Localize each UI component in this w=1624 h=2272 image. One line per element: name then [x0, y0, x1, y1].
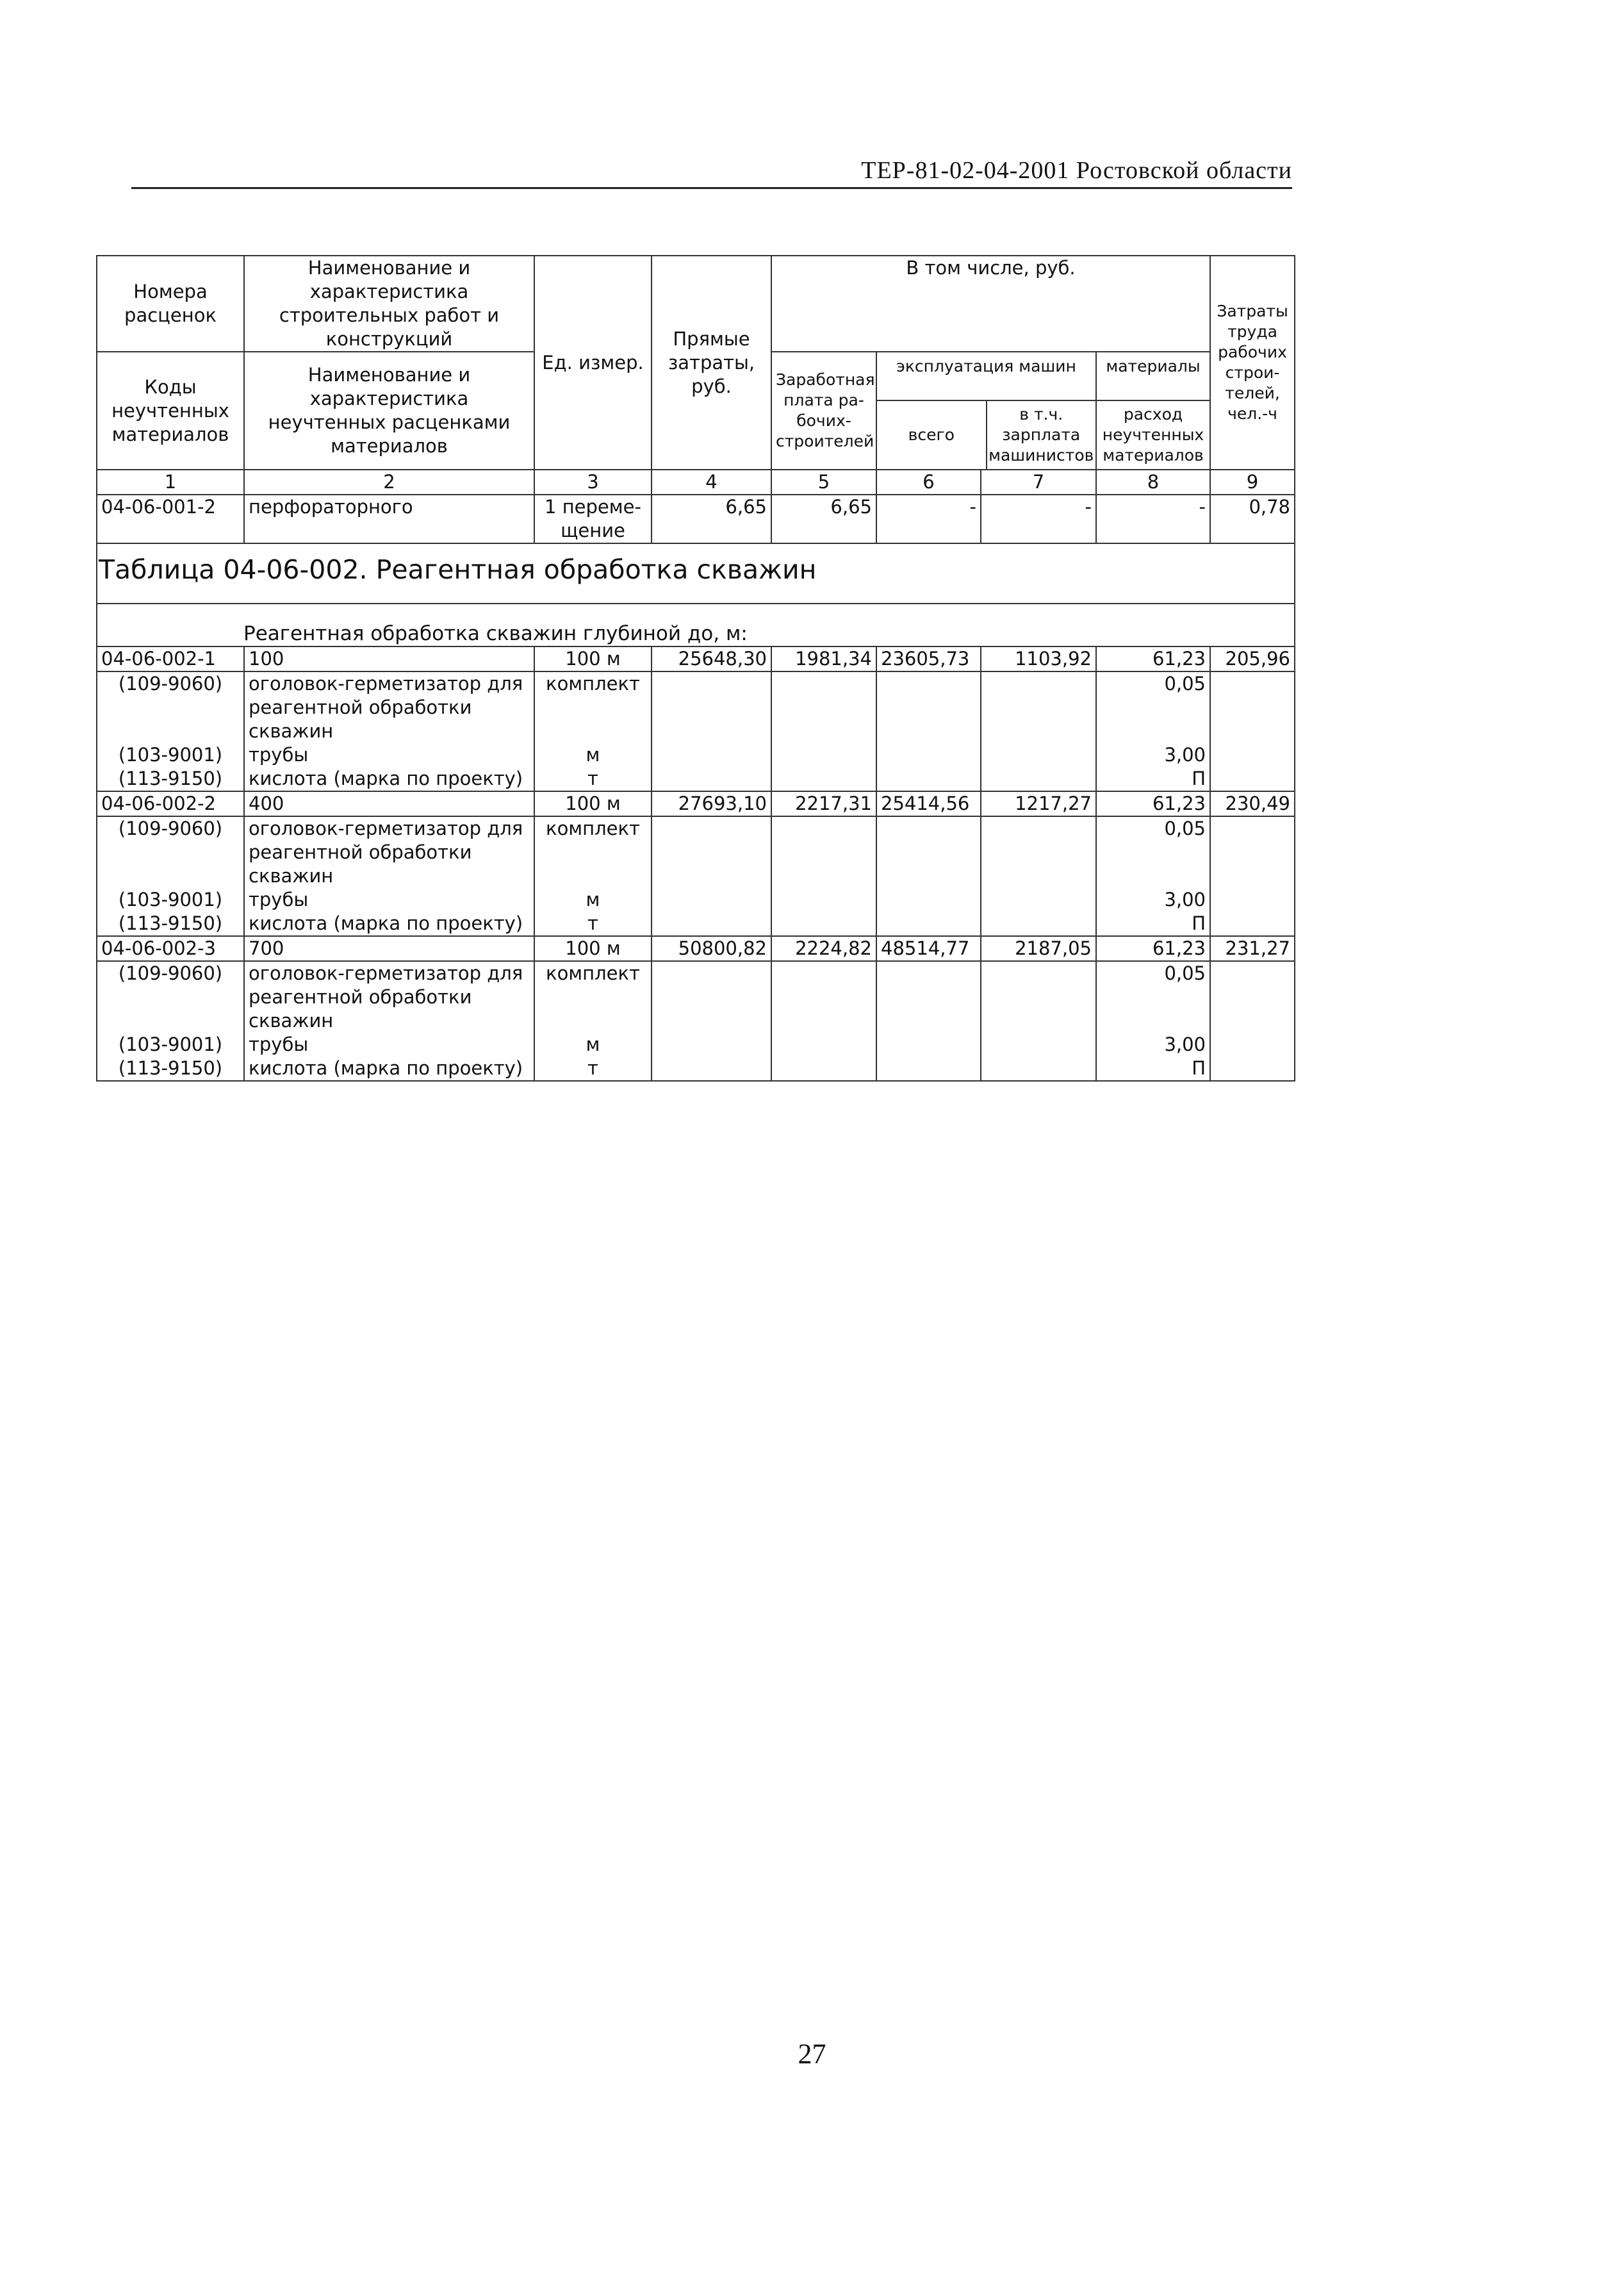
- material-unit: комплект: [534, 961, 652, 1033]
- empty-cell: [652, 743, 771, 767]
- empty-cell: [981, 671, 1096, 743]
- column-number: 9: [1210, 470, 1295, 495]
- column-number: 1: [97, 470, 244, 495]
- head-labor-costs: Затраты труда рабочих строи-телей, чел.-ч: [1210, 256, 1295, 470]
- material-row: [97, 888, 1295, 912]
- empty-cell: [771, 1057, 876, 1081]
- material-code: (103-9001): [97, 888, 244, 912]
- material-name: трубы: [244, 888, 534, 912]
- head-materials-label: материалы: [1097, 352, 1210, 401]
- empty-cell: [1210, 767, 1295, 791]
- empty-cell: [771, 912, 876, 936]
- material-unit: комплект: [534, 671, 652, 743]
- material-row: [97, 1057, 1295, 1081]
- table-subtitle: Реагентная обработка скважин глубиной до, м:: [97, 604, 1295, 646]
- empty-cell: [981, 1057, 1096, 1081]
- rate-machinist: 2187,05: [981, 936, 1096, 961]
- empty-cell: [652, 888, 771, 912]
- column-numbers-row: [97, 470, 1295, 495]
- material-qty: 3,00: [1096, 1033, 1210, 1057]
- head-materials-usage: расход неучтенных материалов: [1102, 405, 1204, 465]
- empty-cell: [876, 1033, 981, 1057]
- material-row: [97, 743, 1295, 767]
- rate-unit: 100 м: [534, 646, 652, 671]
- material-unit: м: [534, 888, 652, 912]
- head-material-codes: Коды неучтенных материалов: [97, 352, 244, 470]
- header-row-1: [97, 256, 1295, 352]
- rate-direct: 25648,30: [652, 646, 771, 671]
- empty-cell: [876, 743, 981, 767]
- empty-cell: [652, 767, 771, 791]
- empty-cell: [1210, 888, 1295, 912]
- rate-direct: 6,65: [652, 495, 771, 543]
- material-name: оголовок-герметизатор для реагентной обработки скважин: [244, 961, 534, 1033]
- rate-labor: 205,96: [1210, 646, 1295, 671]
- rate-materials: 61,23: [1096, 936, 1210, 961]
- empty-cell: [981, 912, 1096, 936]
- material-qty: 0,05: [1096, 671, 1210, 743]
- rate-machines: 48514,77: [876, 936, 981, 961]
- material-code: (109-9060): [97, 961, 244, 1033]
- material-code: (113-9150): [97, 912, 244, 936]
- material-qty: П: [1096, 767, 1210, 791]
- rate-machines: 23605,73: [876, 646, 981, 671]
- material-name: кислота (марка по проекту): [244, 767, 534, 791]
- material-name: кислота (марка по проекту): [244, 1057, 534, 1081]
- head-exploitation: эксплуатация машин: [877, 352, 1095, 401]
- head-materials: [1096, 352, 1210, 470]
- rate-machinist: 1103,92: [981, 646, 1096, 671]
- empty-cell: [1210, 1057, 1295, 1081]
- empty-cell: [652, 961, 771, 1033]
- column-number: 2: [244, 470, 534, 495]
- empty-cell: [981, 1033, 1096, 1057]
- material-qty: 0,05: [1096, 961, 1210, 1033]
- empty-cell: [771, 767, 876, 791]
- empty-cell: [981, 961, 1096, 1033]
- material-unit: т: [534, 767, 652, 791]
- rate-row: [97, 936, 1295, 961]
- material-qty: 3,00: [1096, 743, 1210, 767]
- material-row: [97, 912, 1295, 936]
- empty-cell: [876, 671, 981, 743]
- head-direct-costs: Прямые затраты, руб.: [652, 256, 771, 470]
- empty-cell: [1210, 816, 1295, 888]
- empty-cell: [876, 1057, 981, 1081]
- empty-cell: [876, 888, 981, 912]
- rate-labor: 0,78: [1210, 495, 1295, 543]
- empty-cell: [652, 671, 771, 743]
- head-machines: [876, 352, 1096, 470]
- rate-code: 04-06-002-1: [97, 646, 244, 671]
- head-rate-numbers: Номера расценок: [97, 256, 244, 352]
- material-code: (113-9150): [97, 1057, 244, 1081]
- rate-code: 04-06-002-2: [97, 791, 244, 816]
- rate-unit: 1 переме-щение: [534, 495, 652, 543]
- rate-row: [97, 791, 1295, 816]
- rate-materials: 61,23: [1096, 791, 1210, 816]
- empty-cell: [1210, 912, 1295, 936]
- material-unit: м: [534, 743, 652, 767]
- rate-direct: 50800,82: [652, 936, 771, 961]
- material-qty: П: [1096, 912, 1210, 936]
- empty-cell: [1210, 743, 1295, 767]
- empty-cell: [876, 816, 981, 888]
- material-qty: 3,00: [1096, 888, 1210, 912]
- rate-labor: 231,27: [1210, 936, 1295, 961]
- material-unit: т: [534, 1057, 652, 1081]
- material-code: (103-9001): [97, 743, 244, 767]
- document-title: ТЕР-81-02-04-2001 Ростовской области: [861, 157, 1292, 184]
- head-including: В том числе, руб.: [771, 256, 1210, 352]
- table-title-row: [97, 543, 1295, 604]
- rate-machinist: 1217,27: [981, 791, 1096, 816]
- head-work-name: Наименование и характеристика строительных работ и конструкций: [244, 256, 534, 352]
- material-row: [97, 1033, 1295, 1057]
- material-code: (109-9060): [97, 816, 244, 888]
- material-name: оголовок-герметизатор для реагентной обработки скважин: [244, 816, 534, 888]
- rate-materials: -: [1096, 495, 1210, 543]
- column-number: 3: [534, 470, 652, 495]
- rates-table: [96, 255, 1295, 1082]
- empty-cell: [981, 767, 1096, 791]
- table-title: Таблица 04-06-002. Реагентная обработка скважин: [97, 543, 1295, 604]
- empty-cell: [771, 671, 876, 743]
- material-row: [97, 767, 1295, 791]
- material-name: кислота (марка по проекту): [244, 912, 534, 936]
- rate-unit: 100 м: [534, 791, 652, 816]
- head-wages: Заработная плата ра-бочих-строителей: [771, 352, 876, 470]
- rate-unit: 100 м: [534, 936, 652, 961]
- material-row: [97, 671, 1295, 743]
- empty-cell: [876, 912, 981, 936]
- head-machinist-wages: в т.ч. зарплата машинистов: [988, 405, 1094, 465]
- empty-cell: [771, 1033, 876, 1057]
- empty-cell: [771, 743, 876, 767]
- rate-machines: -: [876, 495, 981, 543]
- empty-cell: [876, 961, 981, 1033]
- material-row: [97, 961, 1295, 1033]
- rate-code: 04-06-002-3: [97, 936, 244, 961]
- prev-rate-row: [97, 495, 1295, 543]
- material-unit: м: [534, 1033, 652, 1057]
- column-number: 8: [1096, 470, 1210, 495]
- rate-materials: 61,23: [1096, 646, 1210, 671]
- empty-cell: [771, 888, 876, 912]
- rate-labor: 230,49: [1210, 791, 1295, 816]
- column-number: 4: [652, 470, 771, 495]
- empty-cell: [652, 1057, 771, 1081]
- rate-machinist: -: [981, 495, 1096, 543]
- empty-cell: [771, 961, 876, 1033]
- rate-name: 400: [244, 791, 534, 816]
- material-name: трубы: [244, 743, 534, 767]
- material-code: (103-9001): [97, 1033, 244, 1057]
- empty-cell: [981, 816, 1096, 888]
- column-number: 5: [771, 470, 876, 495]
- rate-row: [97, 646, 1295, 671]
- rate-wages: 2224,82: [771, 936, 876, 961]
- rate-machines: 25414,56: [876, 791, 981, 816]
- running-header: [131, 156, 1292, 189]
- empty-cell: [1210, 1033, 1295, 1057]
- empty-cell: [1210, 671, 1295, 743]
- empty-cell: [652, 1033, 771, 1057]
- rate-code: 04-06-001-2: [97, 495, 244, 543]
- page-number: 27: [798, 2038, 826, 2070]
- head-material-name: Наименование и характеристика неучтенных расценками материалов: [244, 352, 534, 470]
- rate-direct: 27693,10: [652, 791, 771, 816]
- empty-cell: [771, 816, 876, 888]
- empty-cell: [1210, 961, 1295, 1033]
- material-qty: 0,05: [1096, 816, 1210, 888]
- rate-name: 700: [244, 936, 534, 961]
- material-code: (109-9060): [97, 671, 244, 743]
- head-machines-total: всего: [877, 401, 987, 469]
- column-number: 6: [876, 470, 981, 495]
- empty-cell: [652, 912, 771, 936]
- head-unit: Ед. измер.: [534, 256, 652, 470]
- material-name: оголовок-герметизатор для реагентной обработки скважин: [244, 671, 534, 743]
- material-code: (113-9150): [97, 767, 244, 791]
- empty-cell: [876, 767, 981, 791]
- column-number: 7: [981, 470, 1096, 495]
- rate-wages: 6,65: [771, 495, 876, 543]
- rate-wages: 2217,31: [771, 791, 876, 816]
- rate-wages: 1981,34: [771, 646, 876, 671]
- empty-cell: [981, 888, 1096, 912]
- empty-cell: [981, 743, 1096, 767]
- material-row: [97, 816, 1295, 888]
- subtitle-row: [97, 604, 1295, 646]
- material-qty: П: [1096, 1057, 1210, 1081]
- rate-name: 100: [244, 646, 534, 671]
- material-unit: комплект: [534, 816, 652, 888]
- material-unit: т: [534, 912, 652, 936]
- material-name: трубы: [244, 1033, 534, 1057]
- empty-cell: [652, 816, 771, 888]
- rate-name: перфораторного: [244, 495, 534, 543]
